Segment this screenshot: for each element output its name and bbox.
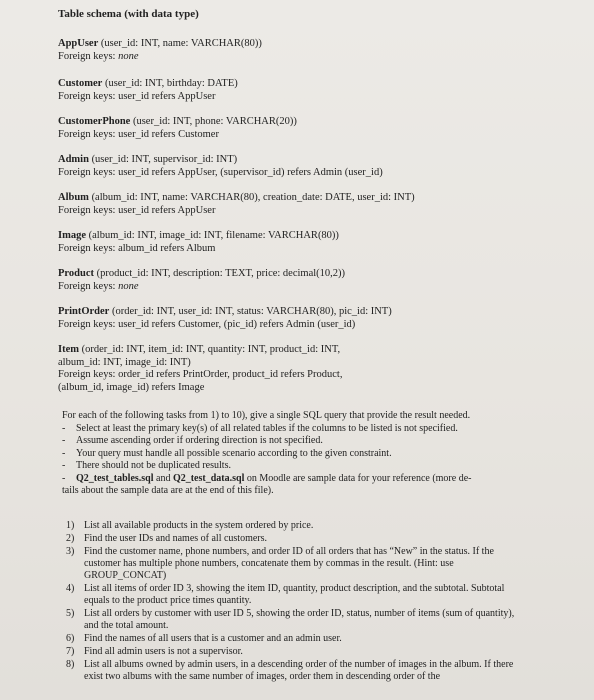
list-item: 6) Find the names of all users that is a customer and an admin user. [66,633,342,644]
list-item: 8) List all albums owned by admin users, in a descending order of the number of images in the album. If there exist two albums with the same number of images, order them in descending order of the [66,659,514,682]
table-name: Customer [58,78,103,89]
schema-customer [58,78,238,103]
instruction-files-cont: tails about the sample data are at the end of this file). [62,485,274,496]
schema-appuser [58,38,262,63]
fk-label: Foreign keys: [58,50,116,62]
instruction-bullet: - Select at least the primary key(s) of all related tables if the columns to be listed is not specified. [62,422,458,434]
schema-album [58,192,415,217]
table-def: (user_id: INT, name: VARCHAR(80)) [100,38,262,49]
instruction-bullet: - Your query must handle all possible scenario according to the given constraint. [62,447,392,459]
schema-product [58,268,345,293]
table-name: Item [58,344,79,355]
table-def: (product_id: INT, description: TEXT, price: decimal(10,2)) [96,268,346,279]
schema-printorder [58,306,392,331]
table-name: Product [58,268,94,279]
table-name: Image [58,230,86,241]
table-def: (user_id: INT, birthday: DATE) [104,78,238,89]
schema-item [58,344,342,394]
table-def: (album_id: INT, image_id: INT, filename: VARCHAR(80)) [88,230,339,241]
fk-value: user_id refers Customer, (pic_id) refers Admin (user_id) [118,318,356,330]
table-def: (order_id: INT, user_id: INT, status: VARCHAR(80), pic_id: INT) [111,306,392,317]
instruction-files: - Q2_test_tables.sql and Q2_test_data.sql on Moodle are sample data for your reference (more de- [62,472,472,484]
page-title: Table schema (with data type) [58,8,199,20]
table-def: (user_id: INT, phone: VARCHAR(20)) [132,116,297,127]
list-item: 2) Find the user IDs and names of all customers. [66,533,268,544]
list-item: 5) List all orders by customer with user ID 5, showing the order ID, status, number of items (sum of quantity), and the total amount. [66,608,515,631]
schema-image [58,230,339,255]
instructions-intro: For each of the following tasks from 1) to 10), give a single SQL query that provide the result needed. [62,410,471,421]
table-def: (album_id: INT, name: VARCHAR(80), creation_date: DATE, user_id: INT) [91,192,415,203]
fk-value: order_id refers PrintOrder, product_id refers Product, [118,369,343,380]
table-def: (user_id: INT, supervisor_id: INT) [91,154,238,165]
instruction-bullet: - There should not be duplicated results. [62,460,231,471]
fk-label: Foreign keys: [58,369,116,380]
fk-value: none [118,50,139,62]
fk-value: user_id refers AppUser [118,90,216,102]
list-item: 4) List all items of order ID 3, showing the item ID, quantity, product description, and the subtotal. Subtotal equals to the product price times quantity. [66,583,505,606]
list-item: 1) List all available products in the system ordered by price. [66,520,314,531]
list-item: 7) Find all admin users is not a supervisor. [66,646,243,657]
fk-value: user_id refers Customer [118,128,219,140]
table-def: (order_id: INT, item_id: INT, quantity: INT, product_id: INT, [81,344,341,355]
table-name: Album [58,192,89,203]
fk-value: user_id refers AppUser [118,204,216,216]
fk-label: Foreign keys: [58,90,116,102]
fk-label: Foreign keys: [58,280,116,292]
table-name: AppUser [58,38,99,49]
fk-value: user_id refers AppUser, (supervisor_id) refers Admin (user_id) [118,166,383,178]
question-list [66,520,526,684]
fk-value: none [118,280,139,292]
table-name: PrintOrder [58,306,110,317]
fk-label: Foreign keys: [58,128,116,140]
table-name: Admin [58,154,89,165]
schema-customerphone [58,116,297,141]
instructions [62,410,532,498]
schema-admin [58,154,383,179]
fk-value: album_id refers Album [118,242,216,254]
table-name: CustomerPhone [58,116,131,127]
fk-label: Foreign keys: [58,242,116,254]
fk-value-cont: (album_id, image_id) refers Image [58,381,205,393]
table-def-cont: album_id: INT, image_id: INT) [58,356,191,368]
fk-label: Foreign keys: [58,204,116,216]
fk-label: Foreign keys: [58,318,116,330]
fk-label: Foreign keys: [58,166,116,178]
list-item: 3) Find the customer name, phone numbers, and order ID of all orders that has “New” in the status. If the customer has multiple phone numbers, concatenate them by commas in the result. (Hint: use GROUP_CONCAT) [66,546,494,581]
instruction-bullet: - Assume ascending order if ordering direction is not specified. [62,435,323,446]
